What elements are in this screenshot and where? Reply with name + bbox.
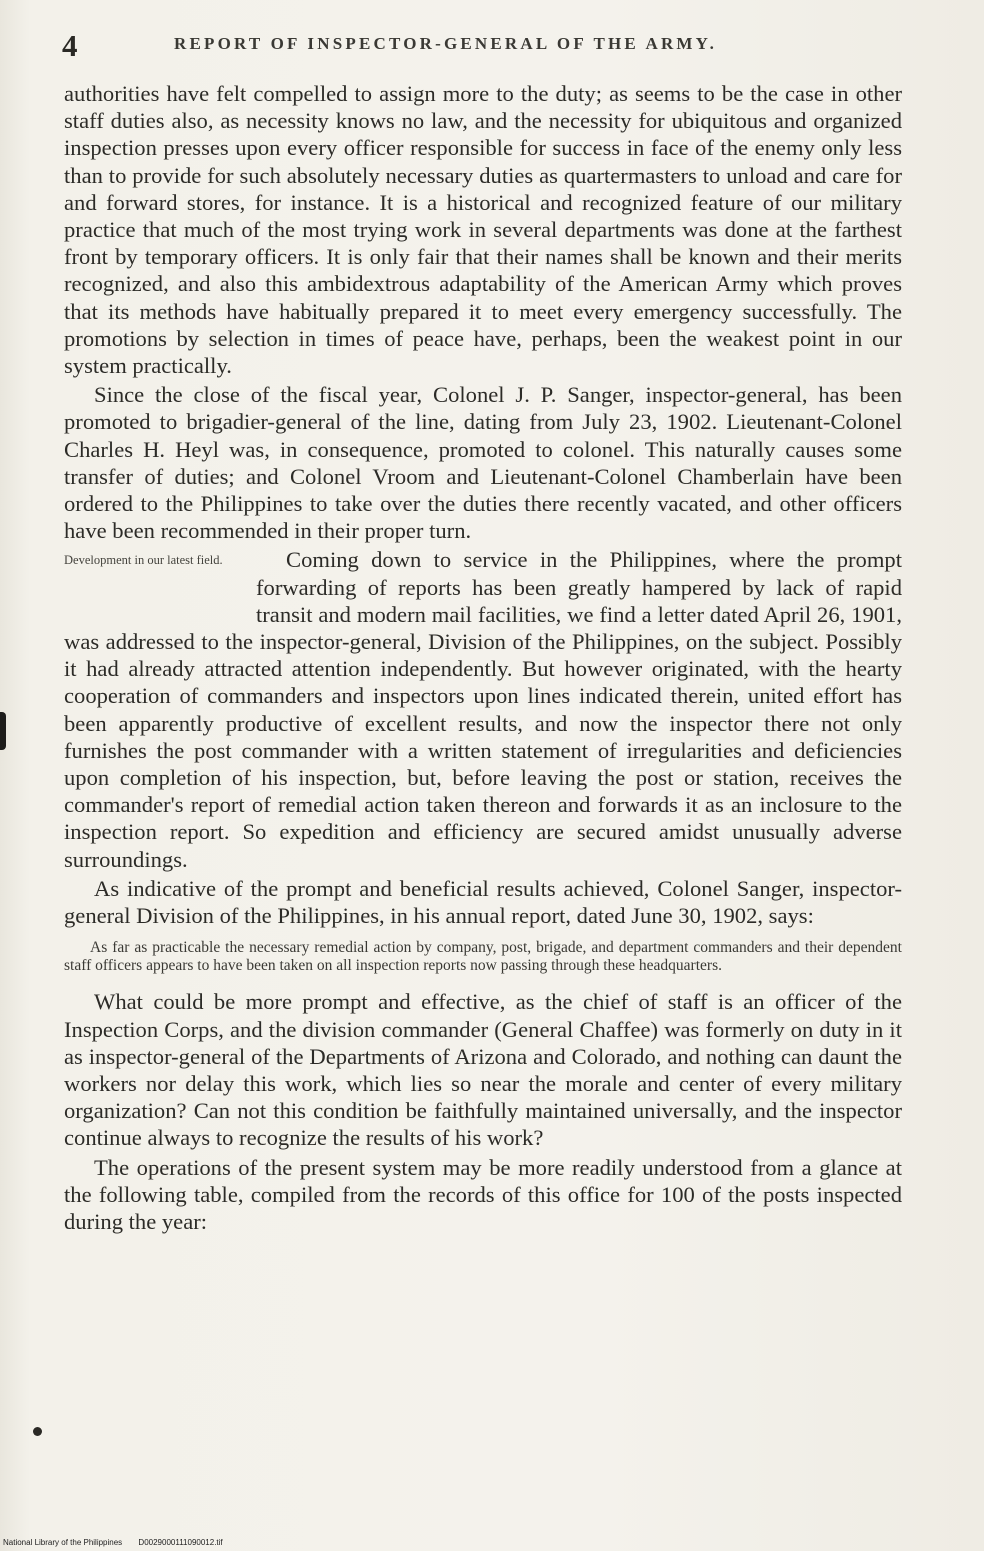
margin-sidenote: Development in our latest field. xyxy=(64,553,223,568)
page-number: 4 xyxy=(62,28,78,63)
paragraph-chief-of-staff: What could be more prompt and effective, as the chief of staff is an officer of the Inspection Corps, and the division commander (General Chaffee) was formerly on duty in it as inspector-general of the Departments of Arizona and Colorado, and nothing can daunt the workers nor delay this work, which lies so near the morale and center of every military organization? Can not this condition be faithfully maintained universally, and the inspector continue always to recognize the results of his work? xyxy=(64,989,902,1151)
paragraph-philippines-wrap xyxy=(64,546,902,872)
paragraph-continued: authorities have felt compelled to assign more to the duty; as seems to be the case in other staff duties also, as necessity knows no law, and the necessity for ubiquitous and organized inspection presses upon every officer responsible for success in face of the enemy only less than to provide for such absolutely necessary duties as quartermasters to unload and care for and forward stores, for instance. It is a historical and recognized feature of our military practice that much of the most trying work in several departments was done at the farthest front by temporary officers. It is only fair that their names shall be known and their merits recognized, and also this ambidextrous adaptability of the American Army which proves that its methods have habitually prepared it to meet every emergency successfully. The promotions by selection in times of peace have, perhaps, been the weakest point in our system practically. xyxy=(64,81,902,379)
paragraph-philippines-text: Coming down to service in the Philippines, where the prompt forwarding of reports has been greatly hampered by lack of rapid transit and modern mail facilities, we find a letter dated April 26, 1901, was addressed to the inspector-general, Division of the Philippines, on the subject. Possibly it had already attracted attention independently. But however originated, with the hearty cooperation of commanders and inspectors upon lines indicated therein, united effort has been apparently productive of excellent results, and now the inspector there not only furnishes the post commander with a written statement of irregularities and deficiencies upon completion of his inspection, but, before leaving the post or station, receives the commander's report of remedial action taken thereon and forwards it as an inclosure to the inspection report. So expedition and efficiency are secured amidst unusually adverse surroundings. xyxy=(64,547,902,872)
paragraph-table-intro: The operations of the present system may be more readily understood from a glance at the following table, compiled from the records of this office for 100 of the posts inspected during the year: xyxy=(64,1154,902,1234)
footer-library: National Library of the Philippines xyxy=(3,1538,123,1547)
scan-edge-mark xyxy=(0,712,6,750)
body-text xyxy=(64,80,902,1235)
paragraph-indicative: As indicative of the prompt and beneficial results achieved, Colonel Sanger, inspector-general Division of the Philippines, in his annual report, dated June 30, 1902, says: xyxy=(64,875,902,929)
block-quote: As far as practicable the necessary remedial action by company, post, brigade, and department commanders and their dependent staff officers appears to have been taken on all inspection reports now passing through these headquarters. xyxy=(64,939,902,974)
scan-footer xyxy=(3,1538,237,1547)
page-header xyxy=(62,28,902,68)
margin-dot xyxy=(33,1427,42,1436)
running-head: REPORT OF INSPECTOR-GENERAL OF THE ARMY. xyxy=(174,34,718,53)
footer-code: D0029000111090012.tif xyxy=(138,1538,223,1547)
paragraph-promotions: Since the close of the fiscal year, Colonel J. P. Sanger, inspector-general, has been promoted to brigadier-general of the line, dating from July 23, 1902. Lieutenant-Colonel Charles H. Heyl was, in consequence, promoted to colonel. This naturally causes some transfer of duties; and Colonel Vroom and Lieutenant-Colonel Chamberlain have been ordered to the Philippines to take over the duties there recently vacated, and other officers have been recommended in their proper turn. xyxy=(64,382,902,544)
